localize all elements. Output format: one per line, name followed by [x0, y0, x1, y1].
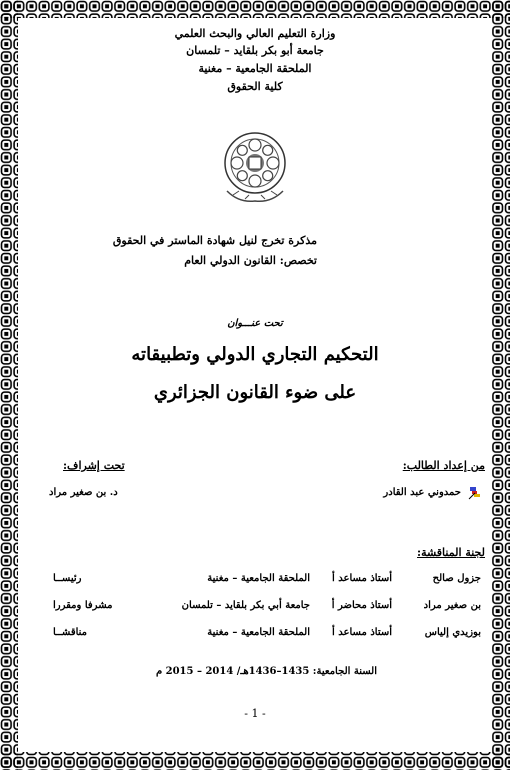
- prepared-by-label: من إعداد الطالب:: [402, 459, 485, 472]
- jury-member-institution: جامعة أبي بكر بلقايد – تلمسان: [181, 600, 310, 611]
- annex-heading: الملحقة الجامعية – مغنية: [198, 62, 312, 75]
- memo-degree: مذكرة تخرج لنيل شهادة الماستر في الحقوق: [112, 234, 317, 247]
- jury-member-rank: أستاذ مساعد أ: [332, 573, 392, 584]
- jury-member-institution: الملحقة الجامعية – مغنية: [207, 573, 310, 584]
- jury-row: [25, 600, 485, 618]
- student-name: حمدوني عبد القادر: [383, 487, 461, 498]
- jury-member-role: مشرفا ومقررا: [53, 600, 113, 611]
- jury-label: لجنة المناقشة:: [417, 546, 485, 559]
- jury-member-name: جزول صالح: [432, 573, 481, 584]
- jury-row: [25, 573, 485, 591]
- thesis-title-line1: التحكيم التجاري الدولي وتطبيقاته: [131, 344, 379, 365]
- document-page: [25, 25, 485, 745]
- supervision-label: تحت إشراف:: [63, 459, 125, 472]
- jury-row: [25, 627, 485, 645]
- university-emblem-icon: [219, 125, 291, 207]
- jury-member-name: بوزيدي إلياس: [424, 627, 481, 638]
- university-heading: جامعة أبو بكر بلقايد – تلمسان: [186, 44, 324, 57]
- academic-year: السنة الجامعية: 1435–1436هـ/ 2014 – 2015 م: [155, 666, 377, 677]
- thesis-title-line2: على ضوء القانون الجزائري: [153, 382, 357, 403]
- supervisor-name: د. بن صغير مراد: [49, 487, 118, 498]
- jury-member-rank: أستاذ محاضر أ: [331, 600, 392, 611]
- ministry-heading: وزارة التعليم العالي والبحث العلمي: [174, 27, 336, 40]
- jury-member-name: بن صغير مراد: [423, 600, 481, 611]
- pushpin-icon: [467, 485, 483, 501]
- jury-member-rank: أستاذ مساعد أ: [332, 627, 392, 638]
- memo-specialty: تخصص: القانون الدولي العام: [184, 254, 317, 267]
- page-number: - 1 -: [244, 707, 266, 720]
- faculty-heading: كلية الحقوق: [227, 80, 283, 93]
- jury-member-role: مناقشــا: [53, 627, 88, 638]
- jury-member-role: رئيســا: [53, 573, 82, 584]
- under-title-label: تحت عنـــوان: [227, 318, 283, 329]
- jury-member-institution: الملحقة الجامعية – مغنية: [207, 627, 310, 638]
